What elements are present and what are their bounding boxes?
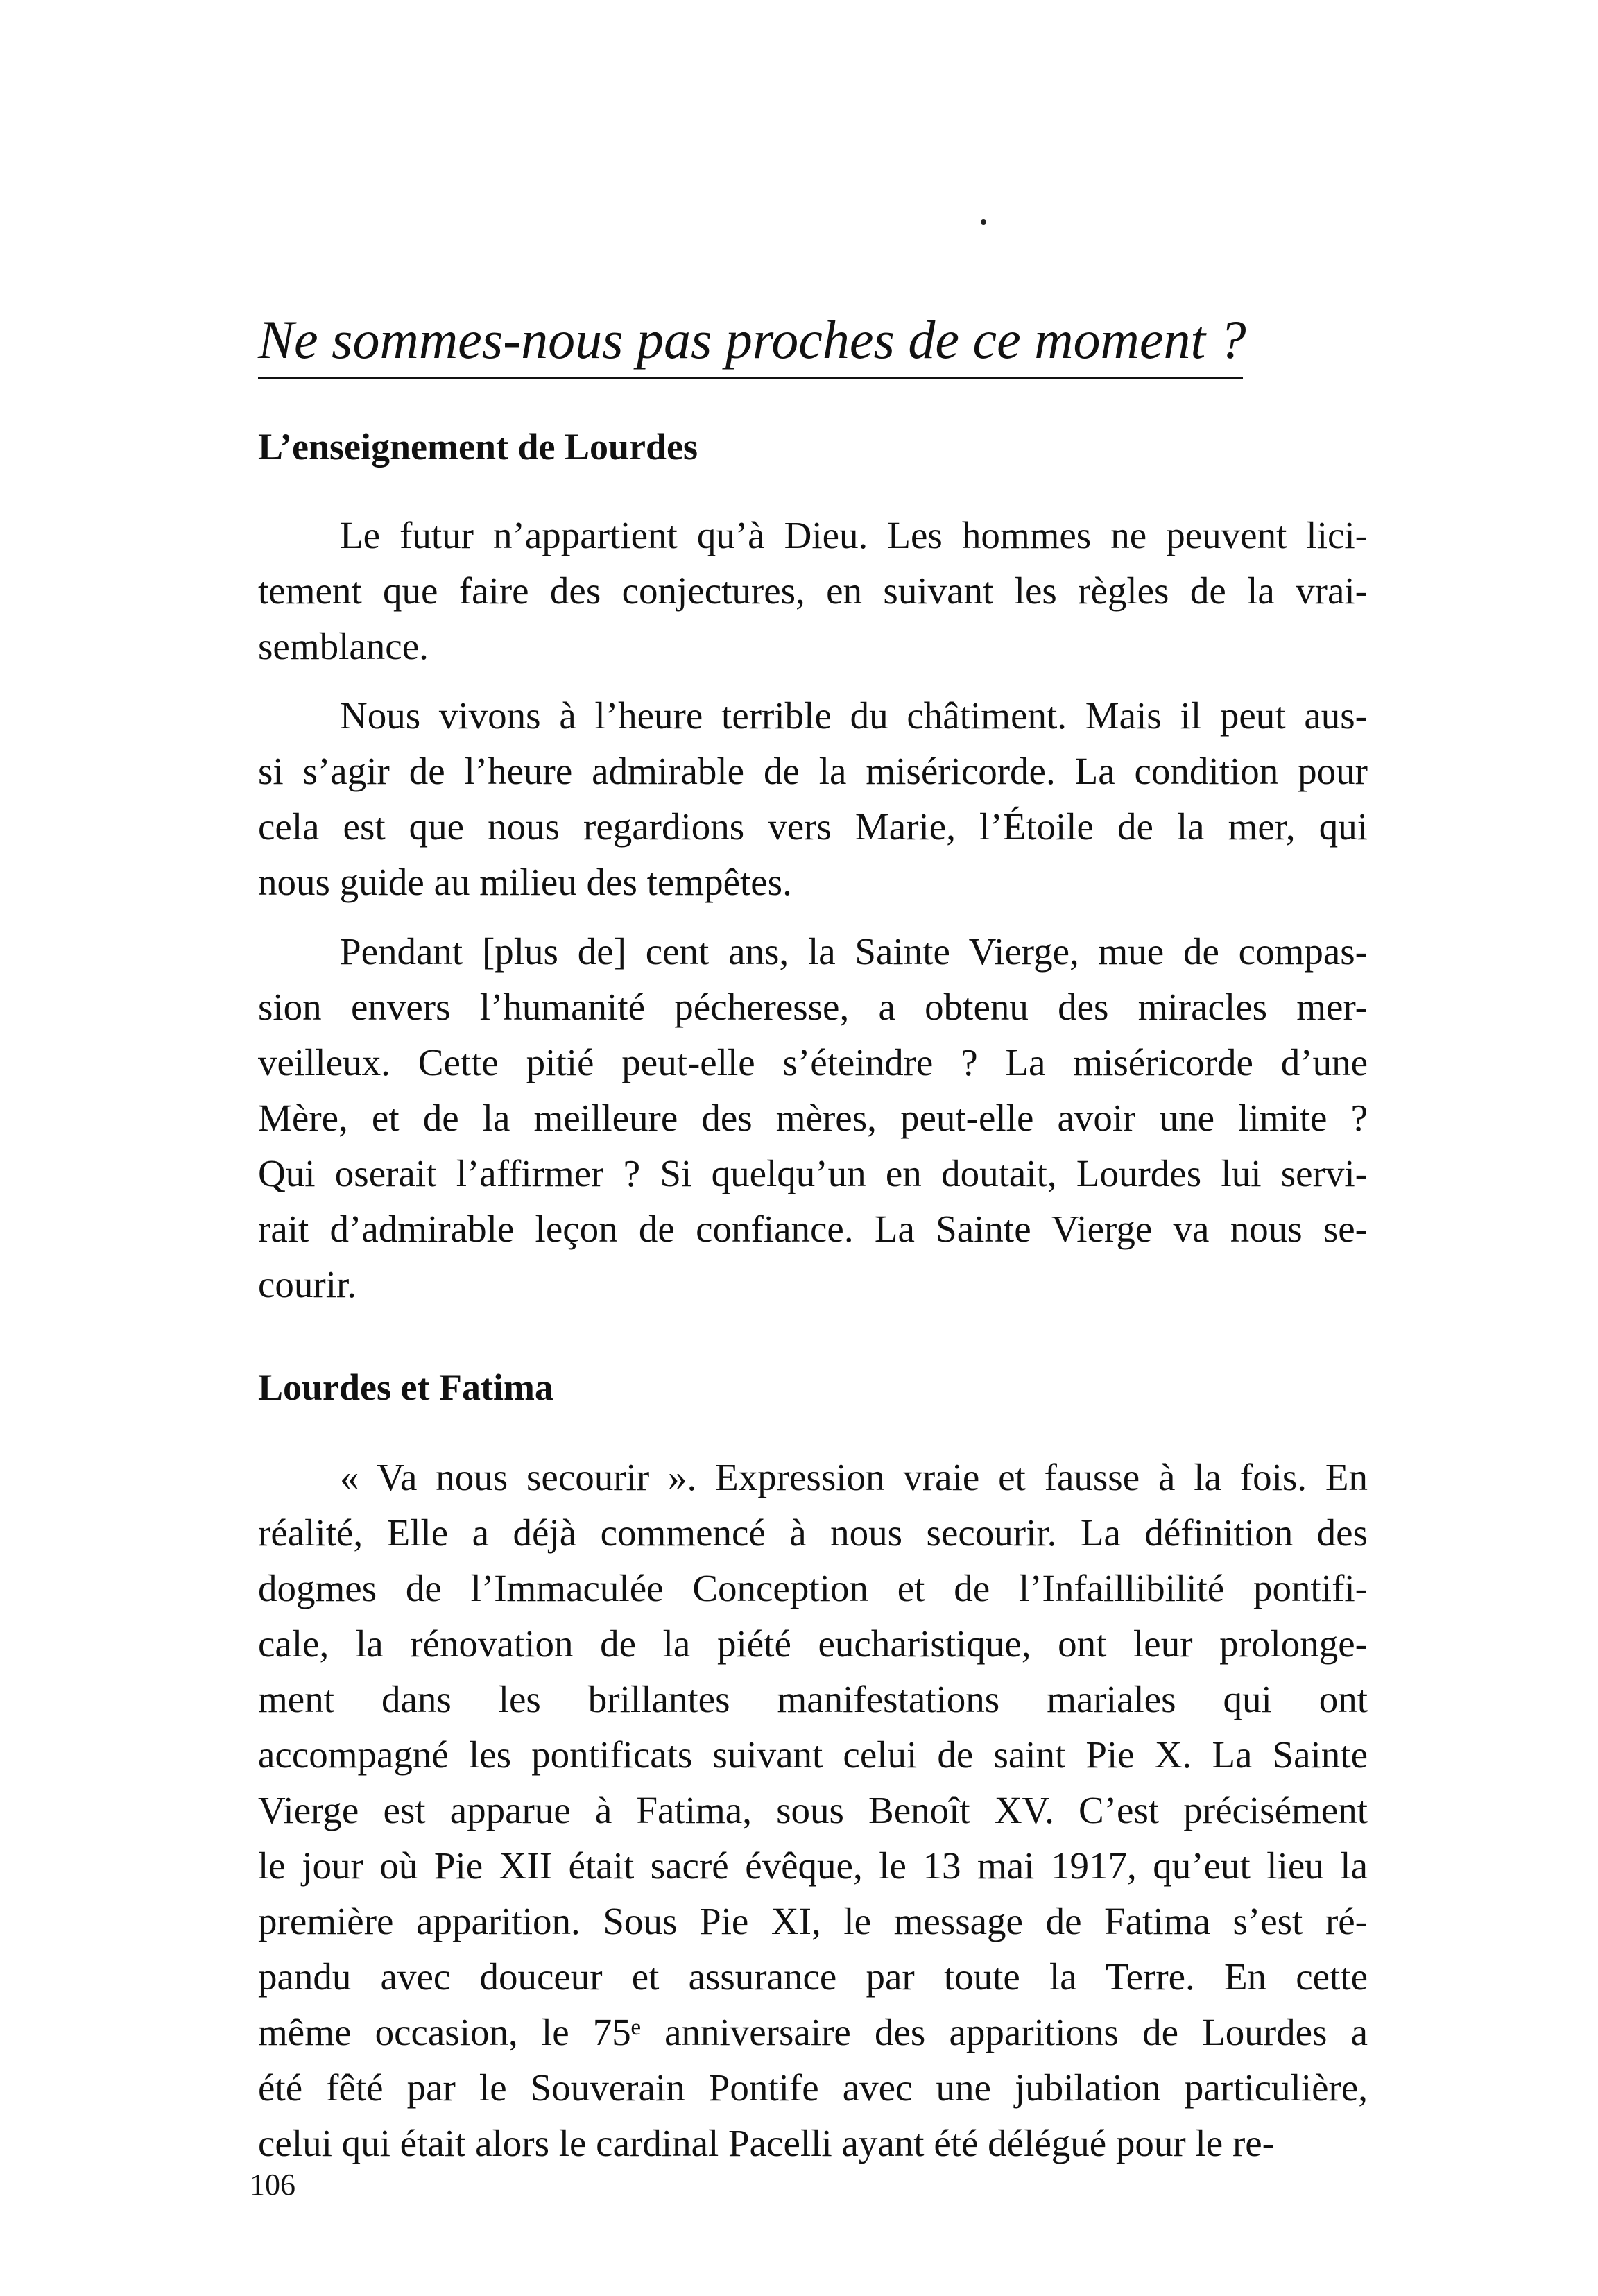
text-line: pandu avec douceur et assurance par toute la Terre. En cette (258, 1955, 1368, 1998)
text-line: courir. (258, 1263, 357, 1305)
text-line: veilleux. Cette pitié peut-elle s’éteindre ? La miséricorde d’une (258, 1041, 1368, 1083)
text-line: Nous vivons à l’heure terrible du châtiment. Mais il peut aus- (340, 694, 1368, 737)
text-line: le jour où Pie XII était sacré évêque, le 13 mai 1917, qu’eut lieu la (258, 1844, 1368, 1887)
page-number: 106 (250, 2168, 295, 2202)
text-line: dogmes de l’Immaculée Conception et de l’Infaillibilité pontifi- (258, 1567, 1368, 1609)
text-line: été fêté par le Souverain Pontife avec une jubilation particulière, (258, 2066, 1368, 2109)
text-line: rait d’admirable leçon de confiance. La Sainte Vierge va nous se- (258, 1208, 1368, 1250)
text-line: ment dans les brillantes manifestations mariales qui ont (258, 1678, 1368, 1720)
text-line: accompagné les pontificats suivant celui de saint Pie X. La Sainte (258, 1733, 1368, 1776)
text-line: sion envers l’humanité pécheresse, a obtenu des miracles mer- (258, 986, 1368, 1028)
text-line: même occasion, le 75ᵉ anniversaire des apparitions de Lourdes a (258, 2011, 1368, 2053)
paragraph (258, 508, 1368, 674)
text-line: nous guide au milieu des tempêtes. (258, 861, 792, 903)
section-heading: Lourdes et Fatima (258, 1367, 553, 1408)
title-underline (258, 377, 1243, 379)
text-line: semblance. (258, 625, 429, 667)
text-line: Vierge est apparue à Fatima, sous Benoît XV. C’est précisément (258, 1789, 1368, 1831)
paragraph (258, 688, 1368, 910)
text-line: Pendant [plus de] cent ans, la Sainte Vierge, mue de compas- (340, 930, 1368, 973)
text-line: Le futur n’appartient qu’à Dieu. Les hommes ne peuvent lici- (340, 514, 1368, 556)
text-line: « Va nous secourir ». Expression vraie et fausse à la fois. En (340, 1456, 1368, 1498)
print-mark (981, 219, 986, 225)
text-line: Qui oserait l’affirmer ? Si quelqu’un en doutait, Lourdes lui servi- (258, 1152, 1368, 1194)
paragraph (258, 1450, 1368, 2171)
text-line: cela est que nous regardions vers Marie, l’Étoile de la mer, qui (258, 805, 1368, 848)
text-line: celui qui était alors le cardinal Pacelli ayant été délégué pour le re- (258, 2122, 1275, 2164)
text-line: réalité, Elle a déjà commencé à nous secourir. La définition des (258, 1511, 1368, 1554)
text-line: Mère, et de la meilleure des mères, peut-elle avoir une limite ? (258, 1097, 1368, 1139)
section-heading: L’enseignement de Lourdes (258, 426, 698, 468)
chapter-title: Ne sommes-nous pas proches de ce moment ? (258, 309, 1246, 370)
page-body (258, 409, 1368, 2185)
text-line: si s’agir de l’heure admirable de la miséricorde. La condition pour (258, 750, 1368, 792)
text-line: première apparition. Sous Pie XI, le message de Fatima s’est ré- (258, 1900, 1368, 1942)
text-line: tement que faire des conjectures, en suivant les règles de la vrai- (258, 569, 1368, 612)
paragraph (258, 924, 1368, 1312)
text-line: cale, la rénovation de la piété eucharistique, ont leur prolonge- (258, 1622, 1368, 1665)
